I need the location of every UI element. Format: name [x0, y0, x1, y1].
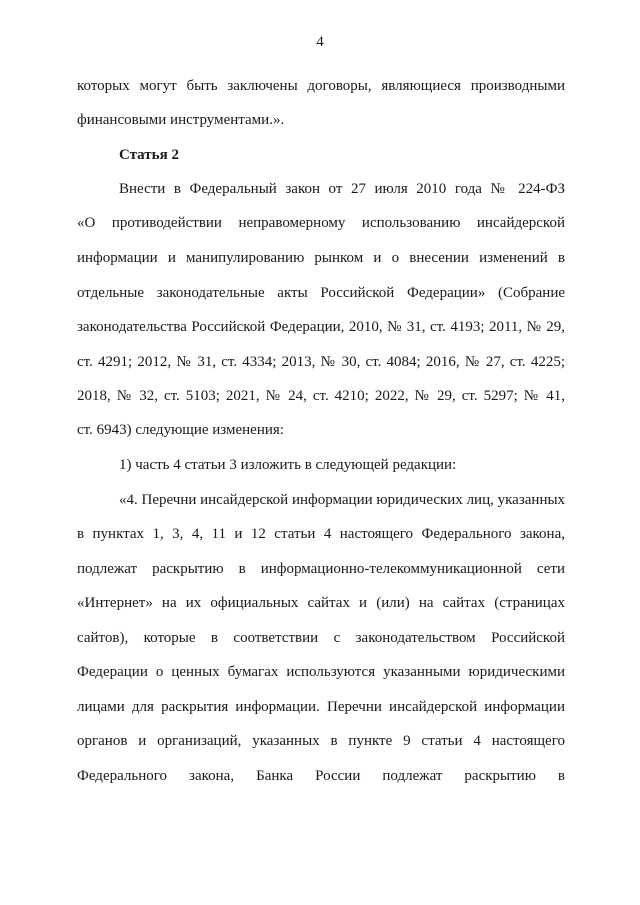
text-line: Федерального закона, Банка России подлежат раскрытию в — [77, 768, 565, 784]
text-line: «Интернет» на их официальных сайтах и (или) на сайтах (страницах — [77, 595, 565, 611]
text-line: которых могут быть заключены договоры, являющиеся производными — [77, 78, 565, 94]
text-line: органов и организаций, указанных в пункте 9 статьи 4 настоящего — [77, 733, 565, 749]
text-line: Внести в Федеральный закон от 27 июля 2010 года № 224-ФЗ — [119, 181, 565, 197]
text-line: подлежат раскрытию в информационно-телекоммуникационной сети — [77, 561, 565, 577]
text-line: сайтов), которые в соответствии с законодательством Российской — [77, 630, 565, 646]
article-heading: Статья 2 — [119, 147, 179, 163]
text-line: законодательства Российской Федерации, 2010, № 31, ст. 4193; 2011, № 29, — [77, 319, 565, 335]
text-line: ст. 4291; 2012, № 31, ст. 4334; 2013, № 30, ст. 4084; 2016, № 27, ст. 4225; — [77, 354, 565, 370]
text-line: 1) часть 4 статьи 3 изложить в следующей редакции: — [119, 457, 457, 473]
text-line: лицами для раскрытия информации. Перечни инсайдерской информации — [77, 699, 565, 715]
text-line: «4. Перечни инсайдерской информации юридических лиц, указанных — [119, 492, 566, 508]
text-line: 2018, № 32, ст. 5103; 2021, № 24, ст. 4210; 2022, № 29, ст. 5297; № 41, — [77, 388, 565, 404]
text-line: информации и манипулированию рынком и о внесении изменений в — [77, 250, 565, 266]
page-number: 4 — [316, 34, 324, 50]
text-line: Федерации о ценных бумагах используются указанными юридическими — [77, 664, 565, 680]
text-line: «О противодействии неправомерному использованию инсайдерской — [77, 215, 565, 231]
text-line: в пунктах 1, 3, 4, 11 и 12 статьи 4 настоящего Федерального закона, — [77, 526, 565, 542]
text-line: отдельные законодательные акты Российской Федерации» (Собрание — [77, 285, 565, 301]
text-line: ст. 6943) следующие изменения: — [77, 422, 284, 438]
text-line: финансовыми инструментами.». — [77, 112, 285, 128]
